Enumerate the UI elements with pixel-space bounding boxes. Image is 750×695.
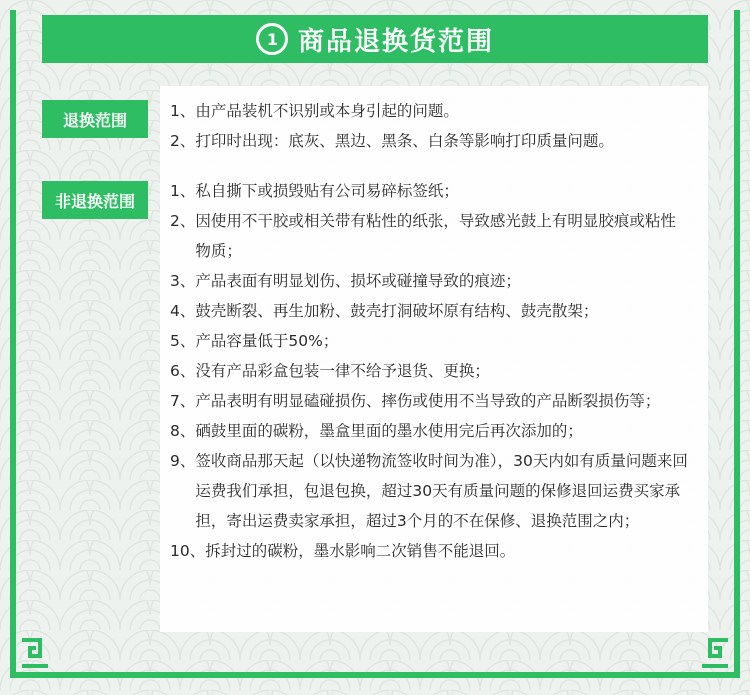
frame-border-left xyxy=(10,10,16,650)
item-number: 8、 xyxy=(170,422,196,440)
item-number: 5、 xyxy=(170,332,196,350)
item-text: 因使用不干胶或相关带有粘性的纸张，导致感光鼓上有明显胶痕或粘性物质； xyxy=(195,212,676,260)
list-item xyxy=(170,96,690,126)
list-item xyxy=(170,356,690,386)
list-item xyxy=(170,126,690,156)
list-item xyxy=(170,416,690,446)
section-title: 商品退换货范围 xyxy=(297,26,494,57)
corner-ornament-left-icon xyxy=(10,632,56,678)
item-text: 拆封过的碳粉，墨水影响二次销售不能退回。 xyxy=(205,542,516,560)
item-number: 7、 xyxy=(170,392,196,410)
frame-border-bottom xyxy=(10,672,740,678)
item-text: 没有产品彩盒包装一律不给予退货、更换； xyxy=(195,362,490,380)
item-number: 2、 xyxy=(170,212,196,230)
item-number: 1、 xyxy=(170,182,196,200)
item-text: 私自撕下或损毁贴有公司易碎标签纸； xyxy=(195,182,459,200)
item-text: 产品表明有明显磕碰损伤、摔伤或使用不当导致的产品断裂损伤等； xyxy=(195,392,661,410)
list-item xyxy=(170,206,690,266)
item-number: 6、 xyxy=(170,362,196,380)
list-item xyxy=(170,296,690,326)
non-return-scope-list xyxy=(170,176,690,566)
item-number: 4、 xyxy=(170,302,196,320)
item-text: 产品表面有明显划伤、损坏或碰撞导致的痕迹； xyxy=(195,272,521,290)
return-scope-list xyxy=(170,96,690,156)
section-header xyxy=(42,15,708,63)
tag-return-scope: 退换范围 xyxy=(42,100,148,138)
section-number-badge: 1 xyxy=(256,23,288,55)
frame-border-right xyxy=(734,10,740,650)
item-text: 产品容量低于50%； xyxy=(195,332,339,350)
list-item xyxy=(170,326,690,356)
item-number: 1、 xyxy=(170,102,196,120)
list-item xyxy=(170,446,690,536)
item-text: 由产品装机不识别或本身引起的问题。 xyxy=(195,102,459,120)
item-number: 2、 xyxy=(170,132,196,150)
item-number: 9、 xyxy=(170,452,196,470)
item-number: 10、 xyxy=(170,542,206,560)
item-text: 硒鼓里面的碳粉，墨盒里面的墨水使用完后再次添加的； xyxy=(195,422,583,440)
item-text: 鼓壳断裂、再生加粉、鼓壳打洞破坏原有结构、鼓壳散架； xyxy=(195,302,599,320)
list-item xyxy=(170,176,690,206)
item-text: 打印时出现：底灰、黑边、黑条、白条等影响打印质量问题。 xyxy=(195,132,614,150)
list-item xyxy=(170,536,690,566)
tag-non-return-scope: 非退换范围 xyxy=(42,181,148,219)
list-item xyxy=(170,386,690,416)
item-text: 签收商品那天起（以快递物流签收时间为准），30天内如有质量问题来回运费我们承担，包退包换，超过30天有质量问题的保修退回运费买家承担，寄出运费卖家承担，超过3个月的不在保修、退换范围之内； xyxy=(195,452,688,530)
item-number: 3、 xyxy=(170,272,196,290)
corner-ornament-right-icon xyxy=(694,632,740,678)
list-item xyxy=(170,266,690,296)
